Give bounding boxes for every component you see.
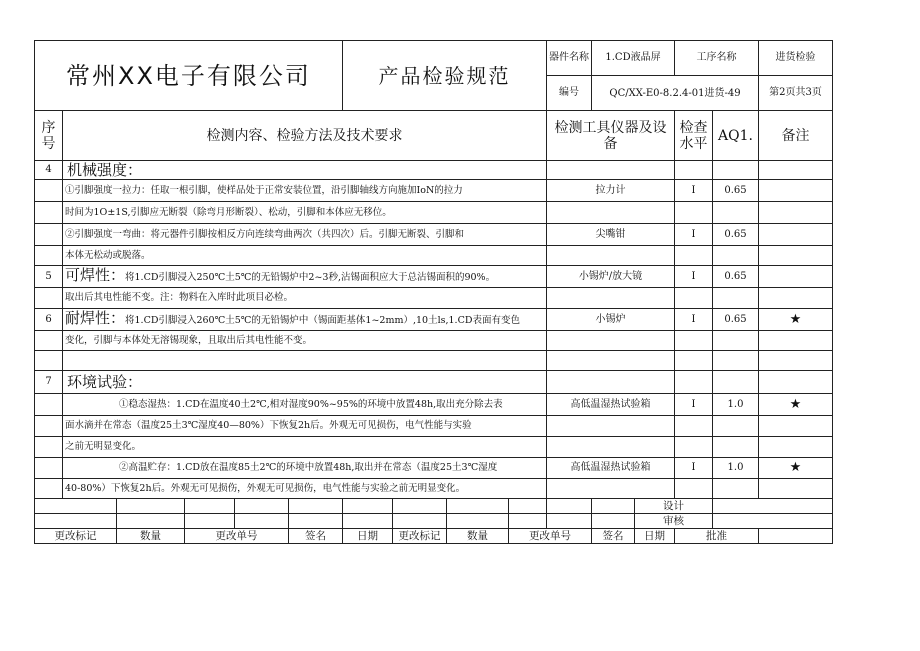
row-6-text: 将1.CD引脚浸入260℃土5℃的无铅锡炉中（锡面距基体1~2mm）,10土ls,1.CD表面有变色 <box>125 315 520 326</box>
footer-sign-1: 签名 <box>289 529 343 544</box>
footer-sign-2: 签名 <box>592 529 635 544</box>
row-4a-tool: 拉力计 <box>547 180 675 202</box>
row-5-text: 将1.CD引脚浸入250℃土5℃的无铅锡炉中2~3秒,沾锡面积应大于总沾锡面积的90%。 <box>125 272 496 283</box>
process-label: 工序名称 <box>675 41 759 76</box>
code-label: 编号 <box>547 76 592 111</box>
footer-change-mark-2: 更改标记 <box>393 529 447 544</box>
row-7b-line2: 40-80%）下恢复2h后。外观无可见损伤，外观无可见损伤，电气性能与实验之前无明显变化。 <box>63 479 547 499</box>
footer-quantity-1: 数量 <box>117 529 185 544</box>
row-7-seq: 7 <box>35 371 63 394</box>
row-5-line1 <box>63 266 547 288</box>
process-value: 进货检验 <box>759 41 833 76</box>
design-label: 设计 <box>635 499 713 514</box>
row-6-level: I <box>675 309 713 331</box>
row-5-tool: 小锡炉/放大镜 <box>547 266 675 288</box>
col-aql: AQ1. <box>713 111 759 161</box>
code-value: QC/XX-E0-8.2.4-01进货-49 <box>592 76 759 111</box>
approve-label: 批准 <box>675 529 759 544</box>
row-4b-aql: 0.65 <box>713 224 759 246</box>
col-level: 检查水平 <box>675 111 713 161</box>
inspection-spec-sheet <box>34 40 833 544</box>
row-5-line2: 取出后其电性能不变。注：物料在入库时此项目必检。 <box>63 288 547 309</box>
footer-change-mark-1: 更改标记 <box>35 529 117 544</box>
row-4a-line1: ①引脚强度一拉力：任取一根引脚，使样品处于正常安装位置，沿引脚轴线方向施加IoN的拉力 <box>63 180 547 202</box>
row-4-seq: 4 <box>35 161 63 180</box>
row-4b-level: I <box>675 224 713 246</box>
col-seq: 序号 <box>35 111 63 161</box>
row-4-title: 机械强度： <box>63 161 547 180</box>
row-6-seq: 6 <box>35 309 63 331</box>
col-tools: 检测工具仪器及设备 <box>547 111 675 161</box>
row-5-aql: 0.65 <box>713 266 759 288</box>
row-7a-aql: 1.0 <box>713 394 759 416</box>
col-remark: 备注 <box>759 111 833 161</box>
row-7a-line1: ①稳态湿热：1.CD在温度40土2℃,相对湿度90%~95%的环境中放置48h,取出充分除去表 <box>63 394 547 416</box>
spec-table <box>34 40 833 544</box>
col-content: 检测内容、检验方法及技术要求 <box>63 111 547 161</box>
row-7b-level: I <box>675 458 713 479</box>
row-6-line2: 变化，引脚与本体处无溶锡现象，且取出后其电性能不变。 <box>63 331 547 351</box>
footer-date-2: 日期 <box>635 529 675 544</box>
footer-quantity-2: 数量 <box>447 529 509 544</box>
row-5-title: 可焊性： <box>65 266 126 284</box>
row-4b-line1: ②引脚强度一弯曲：将元器件引脚按相反方向连续弯曲两次（共四次）后。引脚无断裂、引脚和 <box>63 224 547 246</box>
part-name-value: 1.CD液晶屏 <box>592 41 675 76</box>
row-6-title: 耐焊性： <box>65 309 126 327</box>
company-name: 常州XX电子有限公司 <box>35 41 343 111</box>
row-4b-tool: 尖嘴钳 <box>547 224 675 246</box>
row-7a-tool: 高低温湿热试验箱 <box>547 394 675 416</box>
row-7a-remark-star: ★ <box>759 394 833 416</box>
row-7b-remark-star: ★ <box>759 458 833 479</box>
row-7a-line2: 面水滴并在常态（温度25土3℃湿度40—80%）下恢复2h后。外观无可见损伤，电气性能与实验 <box>63 416 547 437</box>
row-6-aql: 0.65 <box>713 309 759 331</box>
row-7b-line1: ②高温贮存：1.CD放在温度85土2℃的环境中放置48h,取出并在常态（温度25土3℃湿度 <box>63 458 547 479</box>
row-4a-aql: 0.65 <box>713 180 759 202</box>
document-title: 产品检验规范 <box>343 41 547 111</box>
row-5-level: I <box>675 266 713 288</box>
row-6-line1 <box>63 309 547 331</box>
part-name-label: 器件名称 <box>547 41 592 76</box>
row-4b-line2: 本体无松动或脱落。 <box>63 246 547 266</box>
row-7-title: 环境试验： <box>63 371 547 394</box>
review-label: 审核 <box>635 514 713 529</box>
row-7b-aql: 1.0 <box>713 458 759 479</box>
row-4a-line2: 时间为1O±1S,引脚应无断裂（除弯月形断裂）、松动，引脚和本体应无移位。 <box>63 202 547 224</box>
row-7b-tool: 高低温湿热试验箱 <box>547 458 675 479</box>
page-info: 第2页共3页 <box>759 76 833 111</box>
row-7a-line3: 之前无明显变化。 <box>63 437 547 458</box>
row-5-seq: 5 <box>35 266 63 288</box>
row-6-tool: 小锡炉 <box>547 309 675 331</box>
footer-date-1: 日期 <box>343 529 393 544</box>
row-4a-level: I <box>675 180 713 202</box>
footer-change-no-1: 更改单号 <box>185 529 289 544</box>
row-6-remark-star: ★ <box>759 309 833 331</box>
footer-change-no-2: 更改单号 <box>509 529 592 544</box>
row-7a-level: I <box>675 394 713 416</box>
